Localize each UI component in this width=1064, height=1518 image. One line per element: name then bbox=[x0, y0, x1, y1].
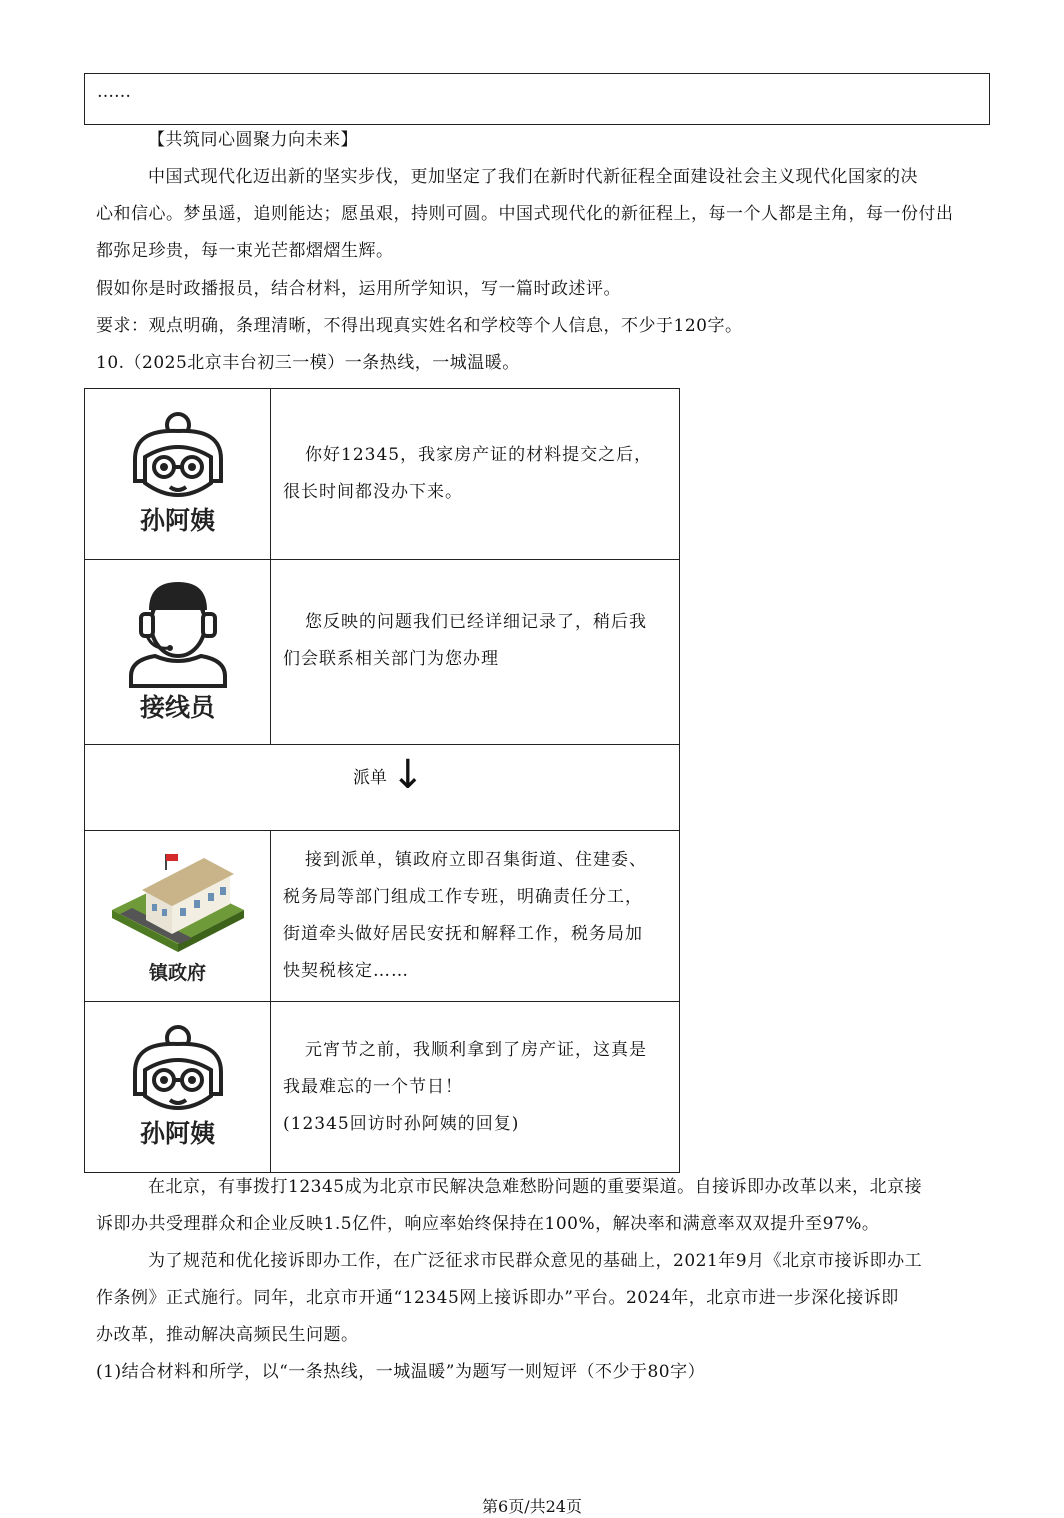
dialog-caption: 镇政府 bbox=[148, 961, 206, 984]
top-box bbox=[84, 73, 990, 125]
dispatch-label: 派单 bbox=[353, 768, 387, 788]
dialog-line: 街道牵头做好居民安抚和解释工作，税务局加 bbox=[283, 924, 643, 944]
dialog-row-grandma-reply bbox=[85, 1002, 680, 1173]
dialog-line: 你好12345，我家房产证的材料提交之后， bbox=[305, 445, 653, 465]
dialog-table bbox=[84, 388, 680, 1173]
dialog-line: 接到派单，镇政府立即召集街道、住建委、 bbox=[305, 850, 647, 870]
dialog-text-cell bbox=[271, 389, 680, 560]
operator-headset-icon bbox=[123, 580, 233, 690]
dialog-line: 我最难忘的一个节日！ bbox=[283, 1076, 463, 1097]
dialog-row-government bbox=[85, 831, 680, 1002]
task-line: 假如你是时政播报员，结合材料，运用所学知识，写一篇时政述评。 bbox=[96, 279, 621, 299]
dialog-row-dispatch bbox=[85, 745, 680, 831]
para2-line: 办改革，推动解决高频民生问题。 bbox=[96, 1325, 359, 1345]
intro-line: 都弥足珍贵，每一束光芒都熠熠生辉。 bbox=[96, 241, 394, 261]
intro-line: 中国式现代化迈出新的坚实步伐，更加坚定了我们在新时代新征程全面建设社会主义现代化国家的决 bbox=[148, 167, 918, 187]
dispatch-cell bbox=[85, 745, 680, 831]
government-building-icon bbox=[108, 848, 248, 958]
dialog-caption: 孙阿姨 bbox=[139, 1119, 215, 1148]
dialog-text-cell bbox=[271, 1002, 680, 1173]
para1-line: 诉即办共受理群众和企业反映1.5亿件，响应率始终保持在100%，解决率和满意率双双提升至97%。 bbox=[96, 1214, 880, 1234]
intro-line: 心和信心。梦虽遥，追则能达；愿虽艰，持则可圆。中国式现代化的新征程上，每一个人都是主角，每一份付出 bbox=[96, 204, 954, 224]
dialog-picture-cell bbox=[85, 1002, 271, 1173]
dialog-line: 税务局等部门组成工作专班，明确责任分工， bbox=[283, 887, 643, 907]
dialog-caption: 孙阿姨 bbox=[139, 506, 215, 535]
section-title: 【共筑同心圆聚力向未来】 bbox=[148, 130, 358, 150]
dialog-line: 很长时间都没办下来。 bbox=[283, 482, 463, 502]
dialog-line: 元宵节之前，我顺利拿到了房产证，这真是 bbox=[305, 1039, 647, 1060]
question-title: 10.（2025北京丰台初三一模）一条热线，一城温暖。 bbox=[96, 353, 520, 373]
para2-line: 为了规范和优化接诉即办工作，在广泛征求市民群众意见的基础上，2021年9月《北京市接诉即办工 bbox=[148, 1251, 923, 1271]
dialog-row-operator bbox=[85, 560, 680, 745]
para1-line: 在北京，有事拨打12345成为北京市民解决急难愁盼问题的重要渠道。自接诉即办改革以来，北京接 bbox=[148, 1177, 923, 1197]
dialog-line: 们会联系相关部门为您办理 bbox=[283, 649, 499, 669]
dialog-text-cell bbox=[271, 560, 680, 745]
dialog-line: (12345回访时孙阿姨的回复) bbox=[283, 1113, 520, 1134]
requirement-line: 要求：观点明确，条理清晰，不得出现真实姓名和学校等个人信息，不少于120字。 bbox=[96, 316, 743, 336]
dialog-line: 您反映的问题我们已经详细记录了，稍后我 bbox=[305, 612, 647, 632]
sub-question: (1)结合材料和所学，以“一条热线，一城温暖”为题写一则短评（不少于80字） bbox=[96, 1362, 706, 1382]
grandma-icon bbox=[123, 411, 233, 501]
para2-line: 作条例》正式施行。同年，北京市开通“12345网上接诉即办”平台。2024年，北京市进一步深化接诉即 bbox=[96, 1288, 899, 1308]
dialog-picture-cell bbox=[85, 389, 271, 560]
dialog-line: 快契税核定…… bbox=[283, 961, 409, 981]
top-box-text: …… bbox=[97, 82, 131, 102]
dialog-text-cell bbox=[271, 831, 680, 1002]
dialog-picture-cell bbox=[85, 831, 271, 1002]
down-arrow-icon: ↓ bbox=[391, 752, 425, 798]
dialog-picture-cell bbox=[85, 560, 271, 745]
dialog-caption: 接线员 bbox=[139, 693, 215, 722]
grandma-icon bbox=[123, 1024, 233, 1114]
dialog-row-grandma bbox=[85, 389, 680, 560]
page-footer: 第6页/共24页 bbox=[482, 1497, 582, 1516]
